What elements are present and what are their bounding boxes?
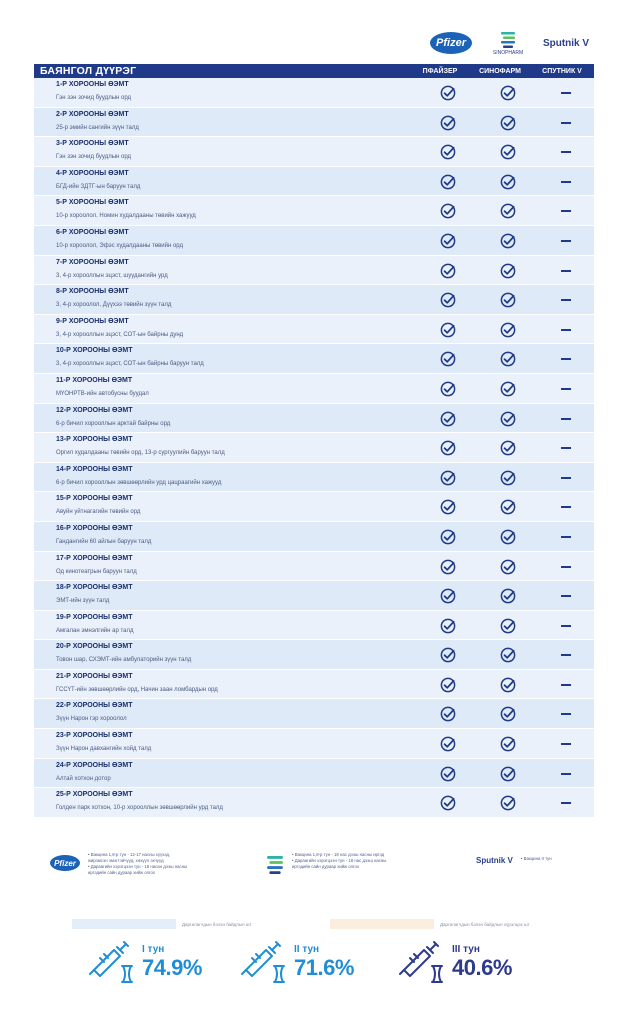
sputnik-dash-icon [561,181,571,183]
sinopharm-check-icon [500,263,516,279]
legend-line: иргэдийн сайн дураар хийж олгох [88,870,155,875]
sinopharm-check-icon [500,529,516,545]
sputnik-dash-icon [561,388,571,390]
bar-left-fill [72,919,176,929]
clinic-address: 3, 4-р хорооллын эцэст, СОТ-ын байрны дунд [56,331,184,338]
syringe-hourglass-icon [240,940,292,984]
sinopharm-check-icon [500,559,516,575]
clinic-name: 17-Р ХОРООНЫ ӨЭМТ [56,554,133,562]
pfizer-check-icon [440,174,456,190]
clinic-name: 6-Р ХОРООНЫ ӨЭМТ [56,228,129,236]
table-row [34,788,594,818]
sinopharm-check-icon [500,174,516,190]
pfizer-check-icon [440,440,456,456]
sinopharm-check-icon [500,766,516,782]
legend-pfizer [50,852,187,876]
legend-sputnik-logo: Sputnik V [476,856,513,865]
sputnik-dash-icon [561,329,571,331]
clinic-name: 22-Р ХОРООНЫ ӨЭМТ [56,702,133,710]
dose-label: I тун [142,943,165,955]
sinopharm-check-icon [500,677,516,693]
dose-stats [0,940,630,1000]
clinic-name: 2-Р ХОРООНЫ ӨЭМТ [56,110,129,118]
sputnik-dash-icon [561,654,571,656]
dose-stat-text [294,944,354,981]
clinic-name: 4-Р ХОРООНЫ ӨЭМТ [56,169,129,177]
clinic-name: 3-Р ХОРООНЫ ӨЭМТ [56,140,129,148]
vaccine-logos [0,26,630,62]
pfizer-check-icon [440,736,456,752]
clinic-address: Товон шар, СХЭМТ-ийн амбулаторийн зүүн талд [56,657,192,664]
dose-stat [88,940,202,984]
clinic-name: 1-Р ХОРООНЫ ӨЭМТ [56,81,129,88]
clinic-name: 14-Р ХОРООНЫ ӨЭМТ [56,465,133,473]
legend-sinopharm-icon [266,852,284,878]
pfizer-check-icon [440,766,456,782]
syringe-hourglass-icon [88,940,140,984]
legend-line: • Вакцина II тун [520,856,552,861]
legend-sputnik [476,856,552,865]
sinopharm-check-icon [500,233,516,249]
legend-line: иргэдийн сайн дураар хийж олгох [292,864,359,869]
pfizer-check-icon [440,351,456,367]
table-row [34,344,594,374]
legend-pfizer-lines [88,852,187,876]
pfizer-check-icon [440,529,456,545]
sinopharm-check-icon [500,618,516,634]
dose-stat-text [142,944,202,981]
sputnik-dash-icon [561,210,571,212]
bar-left-label: Даргалагчдын бэлэн байдлын шт [182,921,252,927]
pfizer-check-icon [440,618,456,634]
sinopharm-check-icon [500,440,516,456]
col-sinopharm: СИНОФАРМ [479,67,521,75]
pfizer-check-icon [440,381,456,397]
bar-right [330,919,530,929]
clinic-address: Гэн зэн зочид буудлын орд [56,154,132,161]
pfizer-logo [430,32,472,54]
legend-line: • Вакцина 1,8-р тун - 12-17 насны хүүхэд, [88,852,171,857]
clinic-address: ЭМТ-ийн зүүн талд [56,598,110,605]
clinic-name: 5-Р ХОРООНЫ ӨЭМТ [56,199,129,207]
clinic-name: 11-Р ХОРООНЫ ӨЭМТ [56,376,133,384]
clinic-address: 10-р хороолол, Номин худалдааны төвийн хажууд [56,213,196,220]
clinic-name: 21-Р ХОРООНЫ ӨЭМТ [56,672,133,680]
clinic-name: 13-Р ХОРООНЫ ӨЭМТ [56,436,133,444]
pfizer-check-icon [440,677,456,693]
clinic-address: 6-р бичил хорооллын арктай байрны орд [56,420,171,427]
sputnik-dash-icon [561,151,571,153]
table-row [34,285,594,315]
sputnik-dash-icon [561,447,571,449]
clinic-name: 12-Р ХОРООНЫ ӨЭМТ [56,406,133,414]
legend-pfizer-logo: Pfizer [50,855,80,871]
clinic-name: 8-Р ХОРООНЫ ӨЭМТ [56,288,129,296]
table-row [34,670,594,700]
clinic-address: 3, 4-р хороолол, Дүүхээ төвийн зүүн талд [56,302,172,309]
dose-percent: 71.6% [294,954,354,980]
sinopharm-check-icon [500,381,516,397]
clinic-address: Оргил худалдааны төвийн орд, 13-р сургуулийн баруун талд [56,450,225,457]
clinic-name: 15-Р ХОРООНЫ ӨЭМТ [56,495,133,503]
clinic-address: Авуйн уйтнагагийн төвийн орд [56,509,141,516]
sputnik-dash-icon [561,713,571,715]
pfizer-check-icon [440,411,456,427]
sputnik-dash-icon [561,595,571,597]
bar-left [72,919,252,929]
table-row [34,729,594,759]
pfizer-check-icon [440,144,456,160]
table-row [34,581,594,611]
sputnik-dash-icon [561,684,571,686]
sputnik-dash-icon [561,299,571,301]
table-row [34,492,594,522]
clinic-address: 6-р бичил хорооллын зөвшөөрлийн урд цацраагийн хажууд [56,479,222,486]
table-row [34,78,594,108]
pfizer-check-icon [440,85,456,101]
table-row [34,699,594,729]
legend-line: • Дараагийн хэрэгцээн тун - 18 нас дээш насны [292,858,387,863]
table-row [34,433,594,463]
pfizer-check-icon [440,115,456,131]
legend-sinopharm [266,852,386,878]
clinic-name: 25-Р ХОРООНЫ ӨЭМТ [56,791,133,799]
table-row [34,137,594,167]
legend-line: • Вакцина 1,8-р тун - 18 нас дээш насны иргэд [292,852,385,857]
sputnik-dash-icon [561,802,571,804]
clinic-address: МҮОНРТВ-ийн автобусны буудал [56,390,149,397]
table-row [34,108,594,138]
clinic-name: 19-Р ХОРООНЫ ӨЭМТ [56,613,133,621]
dose-stat-text [452,944,512,981]
table-row [34,759,594,789]
table-row [34,522,594,552]
sputnik-dash-icon [561,358,571,360]
sinopharm-check-icon [500,85,516,101]
clinic-name: 7-Р ХОРООНЫ ӨЭМТ [56,258,129,266]
syringe-hourglass-icon [398,940,450,984]
bar-right-fill [330,919,434,929]
dose-label: III тун [452,943,480,955]
clinic-address: 3, 4-р хорооллын эцэст, СОТ-ын байрны баруун талд [56,361,204,368]
clinic-address: БГД-ийн ЗДТГ-ын баруун талд [56,183,141,190]
clinic-name: 16-Р ХОРООНЫ ӨЭМТ [56,524,133,532]
sinopharm-check-icon [500,322,516,338]
sinopharm-icon [500,31,516,49]
clinic-name: 23-Р ХОРООНЫ ӨЭМТ [56,732,133,740]
clinic-address: Голден парк хотхон, 10-р хорооллын зөвшөөрлийн урд талд [56,805,223,812]
sputnik-dash-icon [561,477,571,479]
clinic-address: Амгалан эмнэлгийн ар талд [56,627,134,634]
sinopharm-check-icon [500,203,516,219]
pfizer-check-icon [440,499,456,515]
sinopharm-check-icon [500,470,516,486]
sinopharm-check-icon [500,351,516,367]
sinopharm-check-icon [500,588,516,604]
sputnik-dash-icon [561,92,571,94]
sputnik-dash-icon [561,418,571,420]
table-row [34,315,594,345]
table-row [34,374,594,404]
clinic-name: 24-Р ХОРООНЫ ӨЭМТ [56,761,133,769]
legend-sinopharm-lines [292,852,386,870]
pfizer-check-icon [440,233,456,249]
pfizer-check-icon [440,292,456,308]
clinic-name: 20-Р ХОРООНЫ ӨЭМТ [56,643,133,651]
clinic-name: 18-Р ХОРООНЫ ӨЭМТ [56,584,133,592]
pfizer-check-icon [440,470,456,486]
pfizer-check-icon [440,706,456,722]
clinic-address: Гэн зэн зочид буудлын орд [56,95,132,101]
clinic-address: ГССҮТ-ийн зөвшөөрлийн орд, Начин заан ломбардын орд [56,686,218,693]
clinic-address: 25-р эмийн сангийн зүүн талд [56,124,139,131]
legend-line: • Дараагийн хэрэгцээн тун - 18 насан дээш насны [88,864,188,869]
legend-sputnik-lines [521,856,552,862]
sinopharm-logo-text: SINOPHARM [492,49,524,56]
pfizer-check-icon [440,647,456,663]
sinopharm-check-icon [500,292,516,308]
table-row [34,404,594,434]
table-row [34,226,594,256]
pfizer-check-icon [440,263,456,279]
col-pfizer: ПФАЙЗЕР [422,67,458,75]
clinic-address: Гандангийн 60 айлын баруун талд [56,538,152,545]
dose-percent: 40.6% [452,954,512,980]
clinic-name: 9-Р ХОРООНЫ ӨЭМТ [56,317,129,325]
bar-right-label: Даргалагчдын бэлэн байдлын хүрэлцэх шт [440,921,530,927]
district-title: БАЯНГОЛ ДҮҮРЭГ [40,65,137,77]
clinic-address: Од кинотеатрын баруун талд [56,568,137,575]
table-row [34,167,594,197]
col-sputnik: СПУТНИК V [542,67,582,75]
sputnik-dash-icon [561,566,571,568]
sinopharm-check-icon [500,411,516,427]
sputnik-dash-icon [561,506,571,508]
sinopharm-check-icon [500,736,516,752]
sputnik-dash-icon [561,625,571,627]
pfizer-logo-text: Pfizer [436,37,466,49]
sputnik-logo [538,34,594,52]
table-row [34,552,594,582]
pfizer-check-icon [440,322,456,338]
sputnik-dash-icon [561,536,571,538]
clinic-address: Зүүн Нарон давхангийн хойд талд [56,746,152,753]
clinic-address: Зүүн Нарон гэр хороолол [56,716,127,723]
clinic-name: 10-Р ХОРООНЫ ӨЭМТ [56,347,133,355]
sinopharm-check-icon [500,647,516,663]
sinopharm-check-icon [500,706,516,722]
pfizer-check-icon [440,795,456,811]
table-row [34,256,594,286]
pfizer-check-icon [440,588,456,604]
sinopharm-logo [493,26,523,60]
legend-line: жирэмсэн эмэгтэйчүүд, хөхүүл эхчүүд [88,858,164,863]
table-header [34,64,594,78]
dose-stat [398,940,512,984]
sputnik-logo-text: Sputnik V [542,37,590,49]
clinic-table [34,78,594,818]
pfizer-check-icon [440,203,456,219]
sinopharm-check-icon [500,499,516,515]
sinopharm-check-icon [500,795,516,811]
clinic-address: Алтай хотхон дотор [56,775,111,782]
dose-label: II тун [294,943,320,955]
table-row [34,463,594,493]
table-row [34,640,594,670]
sputnik-dash-icon [561,743,571,745]
sputnik-dash-icon [561,122,571,124]
clinic-address: 3, 4-р хорооллын эцэст, шуудангийн урд [56,272,168,279]
table-row [34,611,594,641]
dose-percent: 74.9% [142,954,202,980]
pfizer-check-icon [440,559,456,575]
sinopharm-check-icon [500,115,516,131]
table-row [34,196,594,226]
sputnik-dash-icon [561,773,571,775]
clinic-address: 10-р хороолол, Эфэс худалдааны төвийн орд [56,242,184,249]
dose-stat [240,940,354,984]
sinopharm-check-icon [500,144,516,160]
sputnik-dash-icon [561,240,571,242]
sputnik-dash-icon [561,270,571,272]
vaccine-legend [50,852,610,892]
